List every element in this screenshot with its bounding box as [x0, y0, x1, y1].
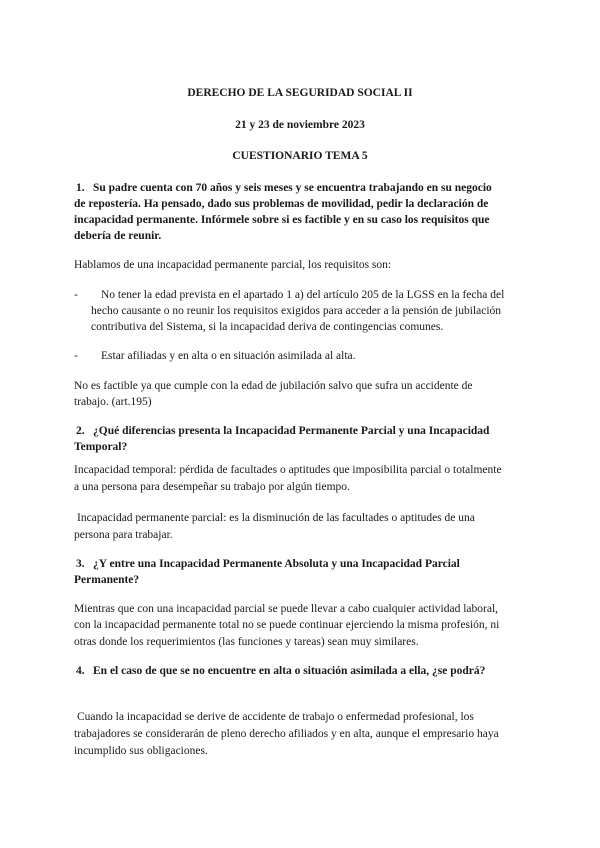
q1-answer-line-1: No es factible ya que cumple con la edad de jubilación salvo que sufra un accidente de — [74, 380, 473, 392]
document-dates: 21 y 23 de noviembre 2023 — [235, 119, 365, 131]
q1-line-3: incapacidad permanente. Infórmele sobre si es factible y en su caso los requisitos que — [74, 214, 490, 226]
q1-bullet-2: Estar afiliadas y en alta o en situación asimilada al alta. — [101, 350, 356, 362]
q1-bullet-1-line-3: contributiva del Sistema, si la incapacidad deriva de contingencias comunes. — [91, 321, 444, 333]
q3-number: 3. — [76, 558, 85, 570]
q4-number: 4. — [76, 665, 85, 677]
q2-line-1: ¿Qué diferencias presenta la Incapacidad Permanente Parcial y una Incapacidad — [93, 425, 490, 437]
q2-answer-2-line-2: persona para trabajar. — [74, 529, 173, 541]
q3-answer-line-2: con la incapacidad permanente total no se puede continuar ejerciendo la misma profesión, ni — [74, 619, 500, 631]
q2-answer-1-line-2: a una persona para desempeñar su trabajo por algún tiempo. — [74, 481, 350, 493]
q1-bullet-1-line-2: hecho causante o no reunir los requisitos exigidos para acceder a la pensión de jubilación — [91, 305, 502, 317]
q1-answer-line-2: trabajo. (art.195) — [74, 396, 152, 408]
q1-line-4: debería de reunir. — [74, 230, 162, 242]
q1-line-1: Su padre cuenta con 70 años y seis meses y se encuentra trabajando en su negocio — [93, 182, 492, 194]
q1-bullet-1-dash: - — [74, 289, 78, 301]
document-title: DERECHO DE LA SEGURIDAD SOCIAL II — [187, 87, 413, 99]
q3-answer-line-1: Mientras que con una incapacidad parcial se puede llevar a cabo cualquier actividad laboral, — [74, 603, 499, 615]
q1-intro: Hablamos de una incapacidad permanente parcial, los requisitos son: — [74, 259, 392, 271]
q4-line: En el caso de que se no encuentre en alta o situación asimilada a ella, ¿se podrá? — [93, 665, 486, 677]
q4-answer-line-1: Cuando la incapacidad se derive de accidente de trabajo o enfermedad profesional, los — [77, 711, 474, 723]
q2-answer-2-line-1: Incapacidad permanente parcial: es la disminución de las facultades o aptitudes de una — [77, 512, 475, 524]
q1-number: 1. — [76, 182, 85, 194]
q4-answer-line-2: trabajadores se considerarán de pleno derecho afiliados y en alta, aunque el empresario haya — [74, 728, 499, 740]
q1-bullet-2-dash: - — [74, 350, 78, 362]
q2-number: 2. — [76, 425, 85, 437]
q1-bullet-1-line-1: No tener la edad prevista en el apartado 1 a) del artículo 205 de la LGSS en la fecha del — [101, 289, 505, 301]
document-subtitle: CUESTIONARIO TEMA 5 — [232, 150, 368, 162]
q3-line-2: Permanente? — [74, 574, 140, 586]
q2-line-2: Temporal? — [74, 441, 128, 453]
q3-line-1: ¿Y entre una Incapacidad Permanente Absoluta y una Incapacidad Parcial — [93, 558, 460, 570]
q3-answer-line-3: otras donde los requerimientos (las funciones y tareas) sean muy similares. — [74, 636, 419, 648]
q4-answer-line-3: incumplido sus obligaciones. — [74, 745, 208, 757]
q2-answer-1-line-1: Incapacidad temporal: pérdida de facultades o aptitudes que imposibilita parcial o totalmente — [74, 464, 502, 476]
q1-line-2: de repostería. Ha pensado, dado sus problemas de movilidad, pedir la declaración de — [74, 198, 489, 210]
